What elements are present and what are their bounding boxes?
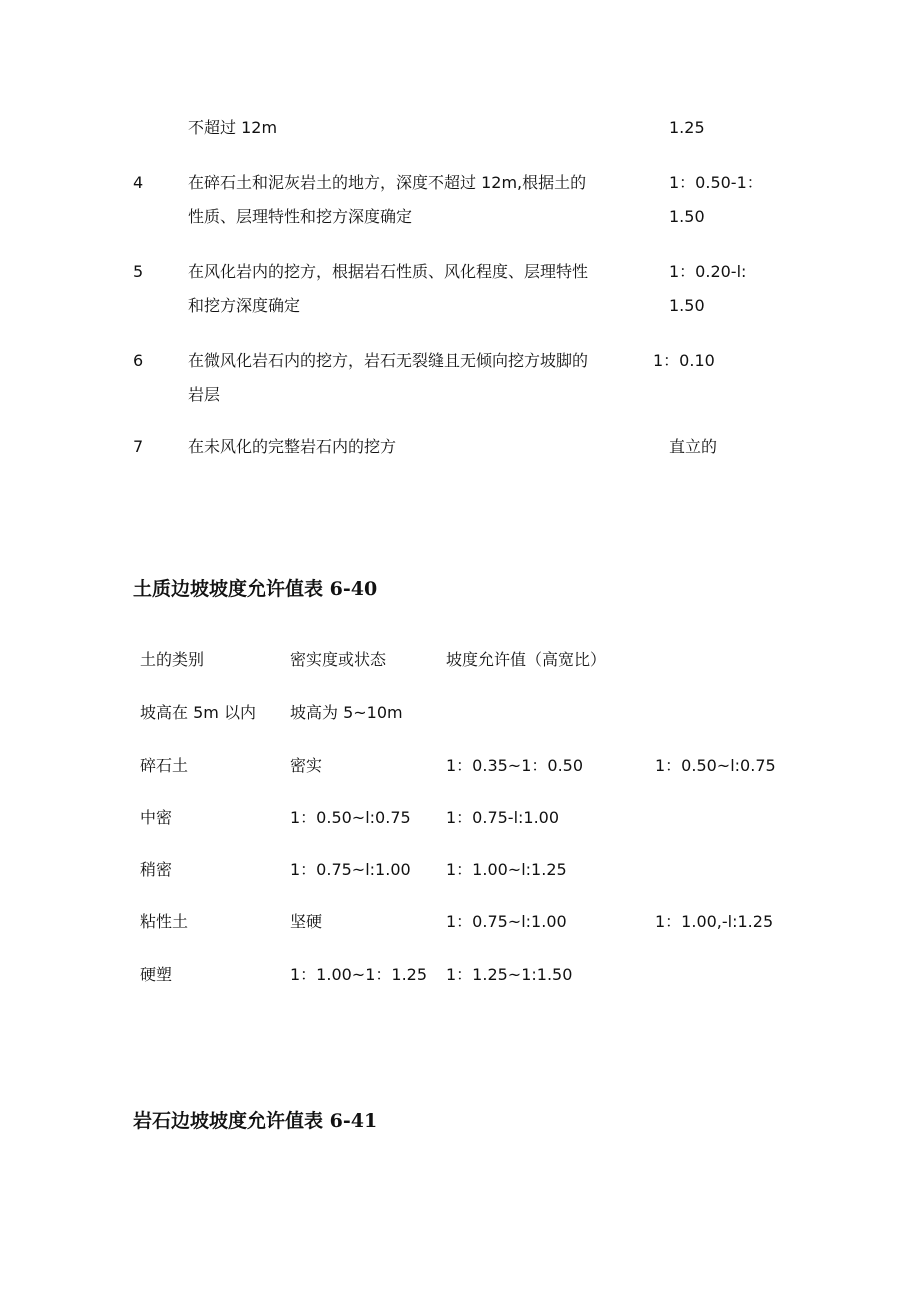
table-cell: 1：0.50~l:0.75 xyxy=(655,756,776,775)
table-cell: 1：0.75-l:1.00 xyxy=(446,808,560,827)
table-cell: 粘性土 xyxy=(140,912,189,931)
table-cell: 密实 xyxy=(290,756,323,775)
table-cell: 坚硬 xyxy=(290,912,323,931)
table-cell: 中密 xyxy=(140,808,173,827)
table-cell: 1：0.50~l:0.75 xyxy=(290,808,411,827)
row-description: 在微风化岩石内的挖方，岩石无裂缝且无倾向挖方坡脚的 xyxy=(188,351,589,370)
row-number: 6 xyxy=(133,351,144,370)
table-cell: 坡度允许值（高宽比） xyxy=(446,650,607,669)
table-cell: 坡高为 5~10m xyxy=(290,703,403,722)
row-value: 1：0.20-l: xyxy=(669,262,747,281)
row-number: 4 xyxy=(133,173,144,192)
row-value: 1.25 xyxy=(669,118,705,137)
table-6-40-heading: 土质边坡坡度允许值表 6-40 xyxy=(133,578,378,600)
row-value-cont: 1.50 xyxy=(669,207,705,226)
row-value: 直立的 xyxy=(669,437,718,456)
table-cell: 密实度或状态 xyxy=(290,650,387,669)
row-description: 在未风化的完整岩石内的挖方 xyxy=(188,437,397,456)
table-6-41-heading: 岩石边坡坡度允许值表 6-41 xyxy=(133,1110,378,1132)
row-value-cont: 1.50 xyxy=(669,296,705,315)
row-number: 5 xyxy=(133,262,144,281)
table-cell: 1：1.00,-l:1.25 xyxy=(655,912,774,931)
row-description: 不超过 12m xyxy=(188,118,278,137)
table-cell: 1：1.00~1：1.25 xyxy=(290,965,428,984)
table-cell: 1：0.75~l:1.00 xyxy=(446,912,567,931)
row-value: 1：0.10 xyxy=(653,351,715,370)
table-cell: 1：0.75~l:1.00 xyxy=(290,860,411,879)
row-description-cont: 岩层 xyxy=(188,385,221,404)
row-number: 7 xyxy=(133,437,144,456)
table-cell: 硬塑 xyxy=(140,965,173,984)
row-description-cont: 和挖方深度确定 xyxy=(188,296,301,315)
table-cell: 1：0.35~1：0.50 xyxy=(446,756,584,775)
table-cell: 土的类别 xyxy=(140,650,205,669)
table-cell: 碎石土 xyxy=(140,756,189,775)
table-cell: 1：1.25~1:1.50 xyxy=(446,965,573,984)
table-cell: 坡高在 5m 以内 xyxy=(140,703,256,722)
row-description-cont: 性质、层理特性和挖方深度确定 xyxy=(188,207,413,226)
row-value: 1：0.50-1： xyxy=(669,173,763,192)
row-description: 在风化岩内的挖方，根据岩石性质、风化程度、层理特性 xyxy=(188,262,589,281)
table-cell: 1：1.00~l:1.25 xyxy=(446,860,567,879)
row-description: 在碎石土和泥灰岩土的地方，深度不超过 12m,根据土的 xyxy=(188,173,587,192)
table-cell: 稍密 xyxy=(140,860,173,879)
